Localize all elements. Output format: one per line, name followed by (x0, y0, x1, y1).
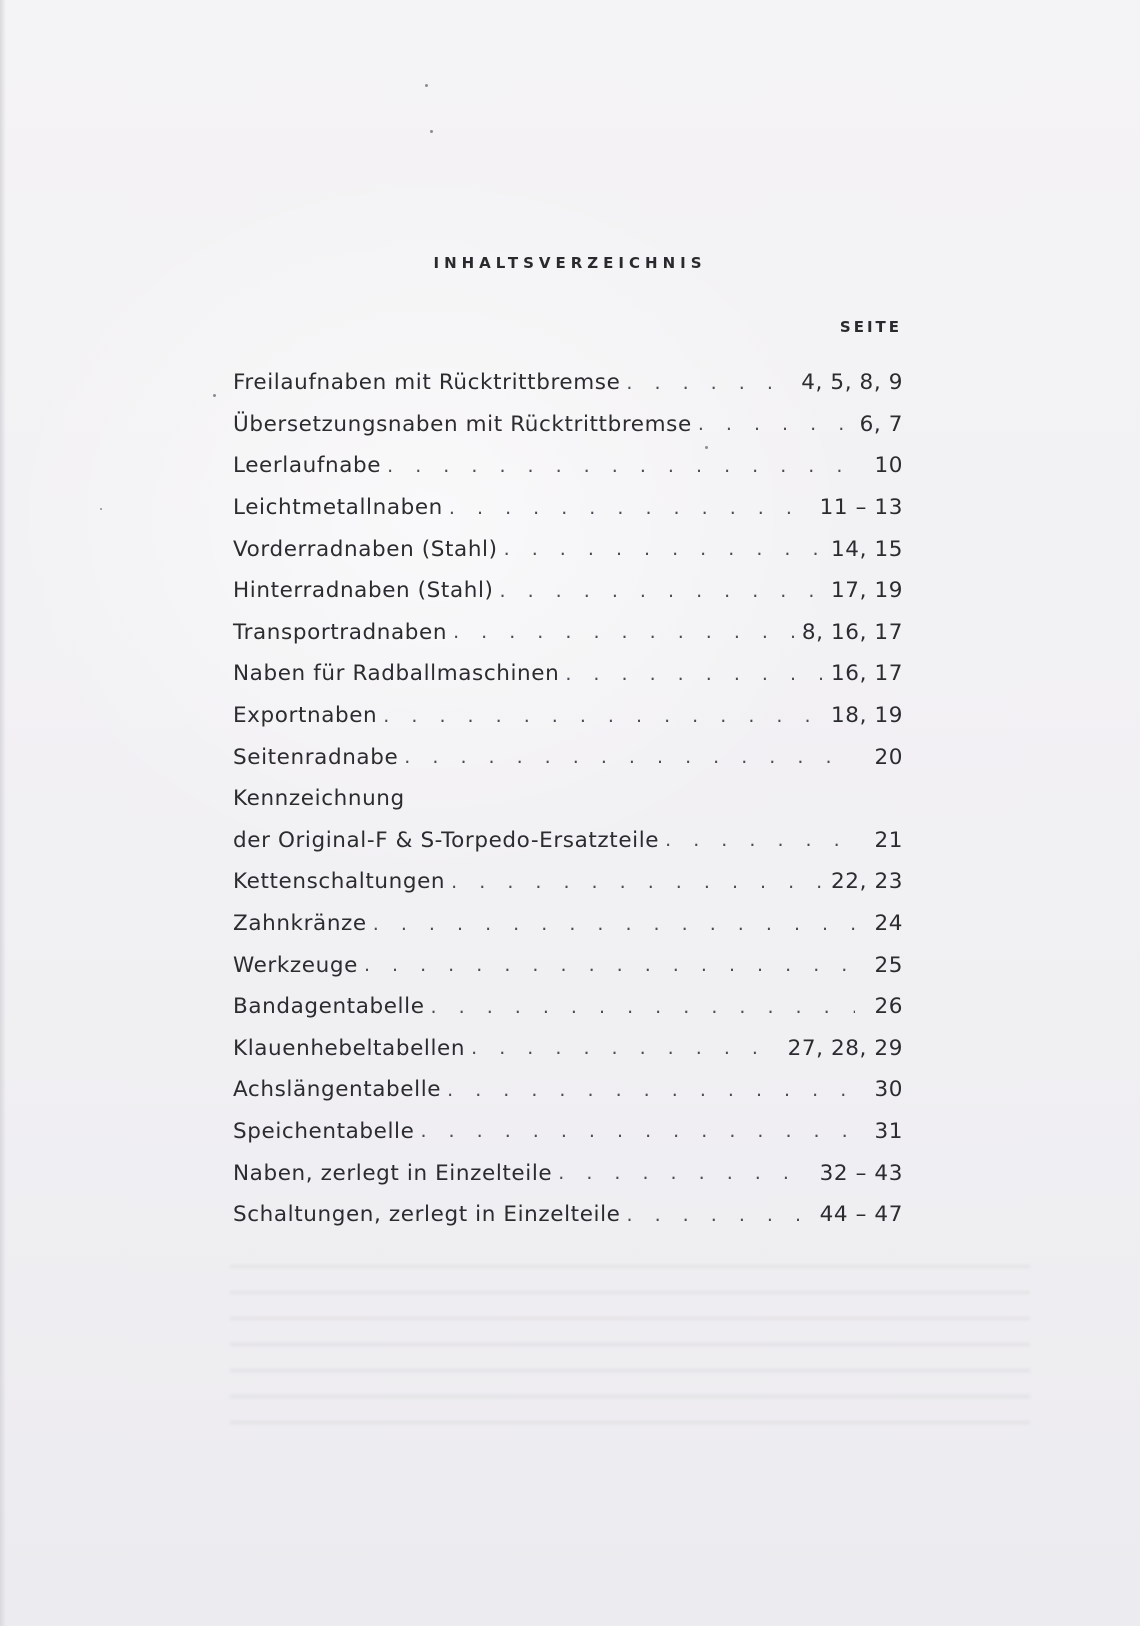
toc-entry (233, 944, 903, 986)
toc-entry-page: 32 – 43 (819, 1160, 903, 1186)
toc-entry (233, 404, 903, 446)
toc-entry (233, 362, 903, 404)
toc-entry-label: Klauenhebeltabellen (233, 1035, 466, 1061)
dot-leader (558, 1162, 811, 1184)
dot-leader (451, 871, 823, 893)
toc-entry-page: 31 (874, 1118, 903, 1144)
toc-entry-page: 26 (874, 994, 903, 1020)
toc-entry-label: Werkzeuge (233, 952, 358, 978)
toc-entry (233, 528, 903, 570)
toc-entry (233, 1152, 903, 1194)
toc-entry-label: Freilaufnaben mit Rücktrittbremse (233, 370, 621, 396)
toc-entry-label: Leerlaufnabe (233, 453, 382, 479)
toc-entry (233, 1194, 903, 1236)
paper-speck (100, 508, 102, 510)
dot-leader (627, 1204, 812, 1226)
toc-entry-page: 14, 15 (831, 536, 903, 562)
toc-entry (233, 653, 903, 695)
toc-entry-label: Zahnkränze (233, 911, 367, 937)
toc-entry-label: Kettenschaltungen (233, 869, 446, 895)
dot-leader (698, 413, 852, 435)
toc-entry (233, 1069, 903, 1111)
paper-speck (213, 394, 216, 397)
toc-entry (233, 695, 903, 737)
table-of-contents (233, 362, 903, 1235)
toc-entry (233, 861, 903, 903)
toc-entry (233, 986, 903, 1028)
dot-leader (565, 663, 823, 685)
toc-entry-page: 17, 19 (831, 578, 903, 604)
dot-leader (404, 746, 855, 768)
toc-entry (233, 612, 903, 654)
toc-entry-page: 10 (874, 453, 903, 479)
toc-entry-label: Achslängentabelle (233, 1077, 442, 1103)
toc-entry (233, 736, 903, 778)
toc-entry-label: Bandagentabelle (233, 994, 425, 1020)
toc-entry-label: Leichtmetallnaben (233, 495, 443, 521)
dot-leader (665, 829, 855, 851)
toc-entry-label: Seitenradnabe (233, 744, 399, 770)
toc-entry-page: 18, 19 (831, 703, 903, 729)
toc-entry-label: der Original-F & S-Torpedo-Ersatzteile (233, 827, 660, 853)
toc-entry-label: Schaltungen, zerlegt in Einzelteile (233, 1202, 621, 1228)
toc-entry (233, 1028, 903, 1070)
dot-leader (373, 913, 855, 935)
toc-entry (233, 487, 903, 529)
paper-speck (430, 130, 433, 133)
toc-entry-label: Naben, zerlegt in Einzelteile (233, 1160, 553, 1186)
dot-leader (453, 621, 794, 643)
toc-entry-page: 4, 5, 8, 9 (801, 370, 903, 396)
toc-entry (233, 820, 903, 862)
toc-entry-label: Transportradnaben (233, 619, 448, 645)
toc-entry-page: 20 (874, 744, 903, 770)
toc-entry-page: 8, 16, 17 (801, 619, 903, 645)
page-title: INHALTSVERZEICHNIS (433, 254, 707, 272)
toc-entry (233, 778, 903, 820)
toc-entry-label: Speichentabelle (233, 1118, 415, 1144)
toc-entry (233, 903, 903, 945)
toc-entry-page: 16, 17 (831, 661, 903, 687)
toc-entry-label: Kennzeichnung (233, 786, 405, 812)
toc-entry-page: 22, 23 (831, 869, 903, 895)
dot-leader (383, 705, 823, 727)
paper-speck (425, 84, 428, 87)
toc-entry-label: Übersetzungsnaben mit Rücktrittbremse (233, 411, 692, 437)
toc-entry (233, 445, 903, 487)
toc-entry-page: 6, 7 (859, 411, 903, 437)
dot-leader (387, 455, 855, 477)
toc-entry-page: 21 (874, 827, 903, 853)
show-through-text (230, 1265, 1030, 1425)
toc-entry-page: 44 – 47 (819, 1202, 903, 1228)
toc-entry (233, 1111, 903, 1153)
dot-leader (471, 1037, 779, 1059)
toc-entry (233, 570, 903, 612)
toc-entry-page: 27, 28, 29 (787, 1035, 903, 1061)
toc-entry-label: Exportnaben (233, 703, 378, 729)
page-edge-shadow (0, 0, 6, 1626)
toc-entry-page: 24 (874, 911, 903, 937)
page-column-header: SEITE (839, 318, 902, 336)
dot-leader (449, 497, 812, 519)
toc-entry-page: 30 (874, 1077, 903, 1103)
toc-entry-label: Naben für Radballmaschinen (233, 661, 560, 687)
toc-entry-page: 25 (874, 952, 903, 978)
dot-leader (626, 372, 793, 394)
dot-leader (420, 1120, 855, 1142)
toc-entry-page: 11 – 13 (819, 495, 903, 521)
dot-leader (447, 1079, 855, 1101)
toc-entry-label: Hinterradnaben (Stahl) (233, 578, 494, 604)
dot-leader (364, 954, 855, 976)
dot-leader (500, 580, 824, 602)
dot-leader (504, 538, 823, 560)
dot-leader (431, 996, 855, 1018)
toc-entry-label: Vorderradnaben (Stahl) (233, 536, 498, 562)
